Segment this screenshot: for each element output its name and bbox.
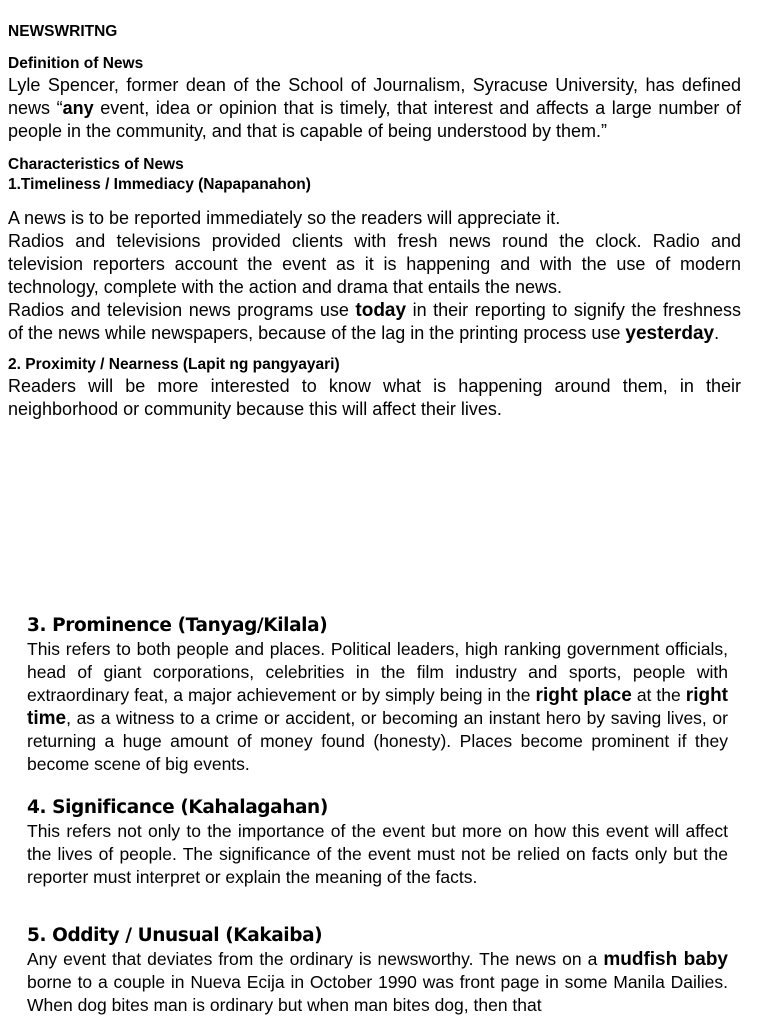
definition-paragraph: Lyle Spencer, former dean of the School of Journalism, Syracuse University, has defined news “any event, idea or opinion that is timely, that interest and affects a large number of people in the community, and that is capable of being understood by them.” bbox=[8, 75, 741, 141]
keyword-today: today bbox=[355, 300, 407, 321]
oddity-heading: 5. Oddity / Unusual (Kakaiba) bbox=[27, 925, 323, 946]
keyword-right-time: right time bbox=[27, 685, 729, 729]
proximity-heading: 2. Proximity / Nearness (Lapit ng pangyayari) bbox=[8, 356, 340, 373]
timeliness-heading: 1.Timeliness / Immediacy (Napapanahon) bbox=[8, 176, 311, 193]
timeliness-paragraph-3: Radios and television news programs use today in their reporting to signify the freshness of the news while newspapers, because of the lag in the printing process use yesterday. bbox=[8, 300, 741, 344]
timeliness-paragraph-1: A news is to be reported immediately so the readers will appreciate it. bbox=[8, 208, 561, 228]
prominence-paragraph: This refers to both people and places. Political leaders, high ranking government officials, head of giant corporations, celebrities in the film industry and sports, people with extraordinary feat, a major achievement or by simply being in the right place at the right time, as a witness to a crime or accident, or becoming an instant hero by saving lives, or returning a huge amount of money found (honesty). Places become prominent if they become scene of big events. bbox=[27, 639, 729, 774]
keyword-mudfish-baby: mudfish baby bbox=[603, 949, 728, 970]
keyword-right-place: right place bbox=[535, 685, 632, 706]
significance-heading: 4. Significance (Kahalagahan) bbox=[27, 797, 328, 818]
timeliness-paragraph-2: Radios and televisions provided clients with fresh news round the clock. Radio and television reporters account the event as it is happening and with the use of modern technology, complete with the action and drama that entails the news. bbox=[8, 231, 741, 297]
document-title: NEWSWRITNG bbox=[8, 23, 118, 40]
prominence-heading: 3. Prominence (Tanyag/Kilala) bbox=[27, 615, 328, 636]
bold-any: any bbox=[62, 98, 94, 118]
keyword-yesterday: yesterday bbox=[625, 323, 715, 344]
page-section-top bbox=[8, 22, 741, 421]
significance-paragraph: This refers not only to the importance of the event but more on how this event will affect the lives of people. The significance of the event must not be relied on facts only but the reporter must interpret or explain the meaning of the facts. bbox=[27, 821, 728, 887]
oddity-paragraph: Any event that deviates from the ordinary is newsworthy. The news on a mudfish baby borne to a couple in Nueva Ecija in October 1990 was front page in some Manila Dailies. When dog bites man is ordinary but when man bites dog, then that bbox=[27, 949, 728, 1015]
proximity-paragraph: Readers will be more interested to know what is happening around them, in their neighborhood or community because this will affect their lives. bbox=[8, 376, 741, 419]
definition-heading: Definition of News bbox=[8, 55, 144, 72]
characteristics-heading: Characteristics of News bbox=[8, 156, 184, 173]
page-section-bottom bbox=[27, 614, 728, 1017]
